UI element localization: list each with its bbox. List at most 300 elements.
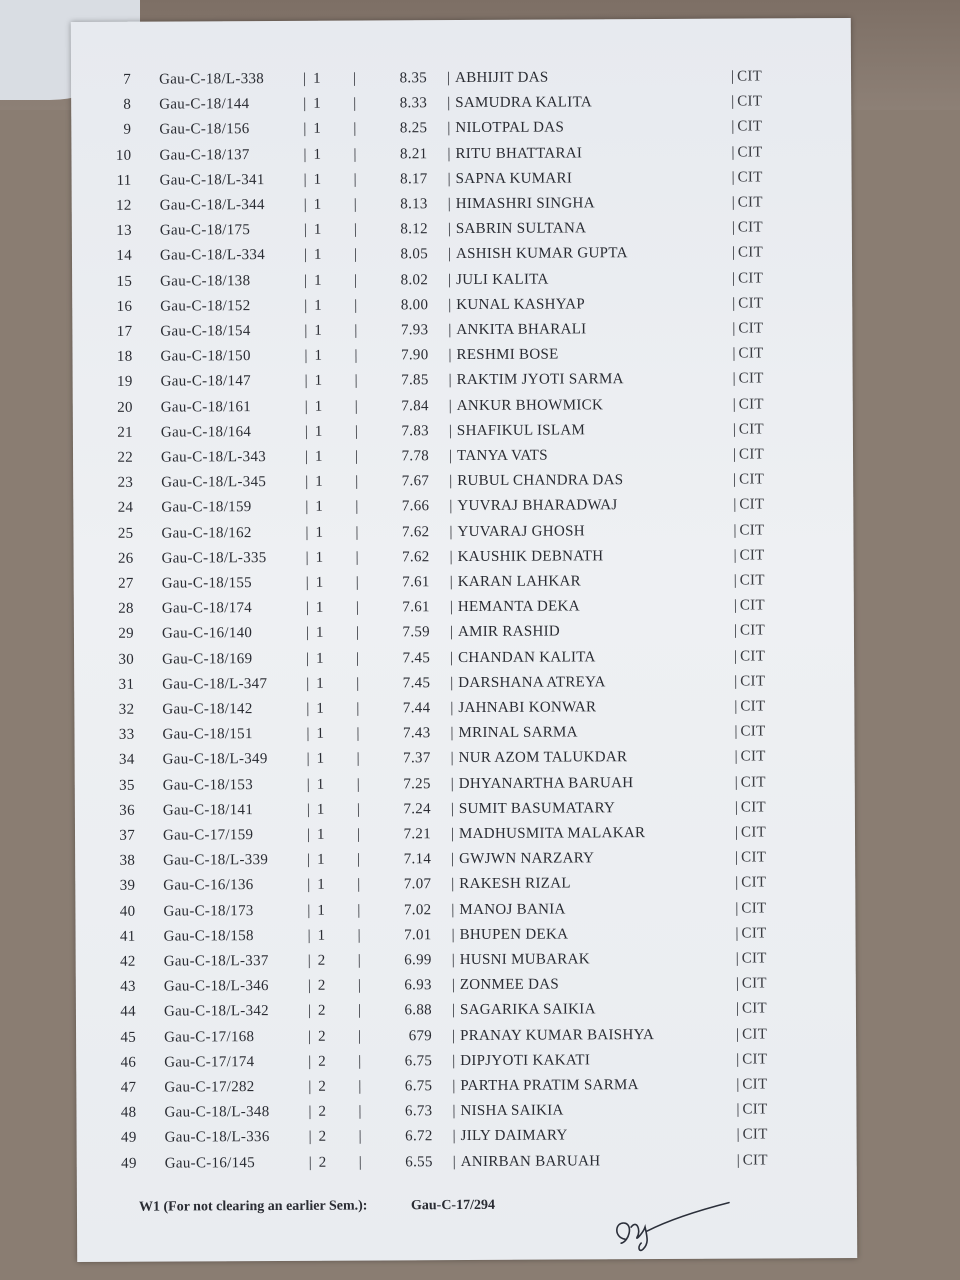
cgpa-value: 7.61	[402, 599, 430, 616]
department-code: CIT	[738, 421, 765, 438]
column-separator: |	[304, 448, 309, 465]
serial-number: 31	[118, 676, 135, 693]
student-name: ZONMEE DAS	[459, 976, 560, 994]
serial-number: 25	[117, 525, 134, 542]
column-separator: |	[735, 849, 739, 866]
registration-number: Gau-C-17/168	[164, 1028, 255, 1046]
column-separator: |	[306, 801, 311, 818]
student-name: SAGARIKA SAIKIA	[459, 1001, 596, 1019]
table-row	[72, 169, 852, 197]
department-code: CIT	[739, 496, 765, 513]
division-grade: 1	[313, 196, 322, 213]
column-separator: |	[306, 776, 311, 793]
serial-number: 44	[120, 1004, 136, 1021]
table-row	[72, 194, 852, 222]
column-separator: |	[356, 776, 361, 793]
registration-number: Gau-C-16/145	[164, 1154, 256, 1172]
column-separator: |	[451, 901, 455, 918]
table-row	[74, 673, 854, 701]
column-separator: |	[449, 498, 453, 515]
column-separator: |	[731, 144, 735, 161]
column-separator: |	[303, 96, 307, 113]
column-separator: |	[451, 851, 455, 868]
serial-number: 40	[119, 903, 136, 920]
department-code: CIT	[741, 874, 767, 891]
column-separator: |	[356, 700, 360, 717]
department-code: CIT	[738, 270, 764, 287]
registration-number: Gau-C-18/L-343	[160, 449, 267, 466]
division-grade: 1	[313, 247, 322, 264]
student-name: DARSHANA ATREYA	[458, 674, 606, 691]
student-name: DHYANARTHA BARUAH	[458, 774, 634, 792]
registration-number: Gau-C-18/164	[160, 423, 252, 441]
serial-number: 11	[116, 172, 132, 189]
column-separator: |	[451, 1002, 456, 1019]
column-separator: |	[733, 597, 738, 614]
table-row	[71, 144, 851, 172]
student-name: NILOTPAL DAS	[455, 119, 565, 137]
student-name: JAHNABI KONWAR	[458, 699, 597, 717]
column-separator: |	[452, 1103, 456, 1120]
column-separator: |	[733, 522, 737, 539]
student-name: RITU BHATTARAI	[455, 144, 583, 162]
table-row	[76, 1026, 856, 1054]
table-row	[73, 471, 853, 499]
table-row	[72, 244, 852, 272]
cgpa-value: 6.93	[404, 977, 432, 994]
column-separator: |	[357, 977, 362, 994]
column-separator: |	[733, 547, 737, 564]
column-separator: |	[450, 775, 455, 792]
student-name: SAPNA KUMARI	[455, 170, 573, 187]
student-name: SUMIT BASUMATARY	[458, 800, 616, 817]
cgpa-value: 7.62	[401, 523, 430, 540]
serial-number: 48	[120, 1104, 137, 1121]
column-separator: |	[308, 1129, 312, 1146]
student-name: RUBUL CHANDRA DAS	[457, 472, 624, 490]
cgpa-value: 7.45	[402, 649, 431, 666]
registration-number: Gau-C-18/L-337	[163, 953, 269, 970]
column-separator: |	[353, 95, 357, 112]
registration-number: Gau-C-18/158	[163, 927, 254, 945]
column-separator: |	[449, 574, 454, 591]
column-separator: |	[305, 625, 310, 642]
column-separator: |	[354, 347, 358, 364]
column-separator: |	[307, 952, 312, 969]
registration-number: Gau-C-18/159	[161, 499, 252, 516]
column-separator: |	[733, 572, 738, 589]
registration-number: Gau-C-18/169	[162, 650, 253, 668]
serial-number: 47	[120, 1079, 137, 1096]
column-separator: |	[450, 800, 455, 817]
column-separator: |	[734, 698, 738, 715]
serial-number: 22	[117, 449, 134, 466]
department-code: CIT	[742, 1126, 768, 1143]
column-separator: |	[303, 247, 308, 264]
column-separator: |	[450, 674, 454, 691]
division-grade: 1	[315, 473, 324, 490]
division-grade: 2	[318, 1053, 327, 1070]
department-code: CIT	[742, 1101, 768, 1118]
column-separator: |	[734, 824, 739, 841]
column-separator: |	[732, 320, 736, 337]
division-grade: 1	[314, 272, 322, 289]
column-separator: |	[731, 93, 735, 110]
cgpa-value: 7.90	[401, 347, 429, 364]
column-separator: |	[354, 297, 358, 314]
serial-number: 27	[118, 575, 134, 592]
department-code: CIT	[739, 572, 765, 589]
student-name: ABHIJIT DAS	[455, 69, 549, 87]
column-separator: |	[736, 1051, 740, 1068]
division-grade: 1	[314, 347, 323, 364]
column-separator: |	[357, 902, 361, 919]
department-code: CIT	[737, 194, 763, 211]
student-name: YUVRAJ BHARADWAJ	[457, 497, 618, 515]
column-separator: |	[731, 169, 735, 186]
column-separator: |	[303, 196, 308, 213]
student-name: ANIRBAN BARUAH	[460, 1152, 601, 1170]
column-separator: |	[448, 397, 453, 414]
cgpa-value: 6.99	[404, 952, 432, 969]
registration-number: Gau-C-16/136	[163, 877, 254, 894]
registration-number: Gau-C-18/156	[159, 121, 250, 138]
registration-number: Gau-C-18/152	[160, 297, 251, 315]
division-grade: 1	[316, 650, 324, 667]
serial-number: 32	[118, 701, 135, 718]
table-row	[76, 975, 856, 1003]
registration-number: Gau-C-18/L-335	[161, 549, 267, 567]
registration-number: Gau-C-18/151	[162, 726, 253, 743]
serial-number: 38	[119, 852, 136, 869]
registration-number: Gau-C-18/162	[161, 524, 252, 542]
student-name: RESHMI BOSE	[456, 346, 559, 364]
department-code: CIT	[739, 622, 766, 639]
registration-number: Gau-C-17/159	[162, 827, 254, 844]
division-grade: 1	[317, 902, 326, 919]
table-row	[72, 219, 852, 247]
column-separator: |	[303, 171, 307, 188]
division-grade: 1	[315, 499, 324, 516]
department-code: CIT	[737, 68, 763, 85]
cgpa-value: 7.02	[403, 901, 432, 918]
table-row	[75, 874, 855, 902]
column-separator: |	[448, 296, 452, 313]
column-separator: |	[734, 748, 738, 765]
department-code: CIT	[739, 471, 765, 488]
table-row	[74, 698, 854, 726]
student-name: DIPJYOTI KAKATI	[460, 1052, 591, 1069]
registration-number: Gau-C-18/L-339	[163, 852, 269, 869]
cgpa-value: 7.01	[404, 926, 432, 944]
column-separator: |	[732, 345, 736, 362]
column-separator: |	[303, 222, 308, 239]
registration-number: Gau-C-18/L-334	[159, 247, 266, 264]
student-name: HIMASHRI SINGHA	[455, 195, 595, 213]
column-separator: |	[447, 196, 452, 213]
registration-number: Gau-C-18/142	[162, 701, 253, 718]
column-separator: |	[308, 1053, 312, 1070]
division-grade: 1	[314, 322, 323, 339]
column-separator: |	[452, 1078, 456, 1095]
division-grade: 2	[318, 1103, 327, 1120]
column-separator: |	[358, 1128, 362, 1145]
student-name: RAKTIM JYOTI SARMA	[456, 371, 624, 389]
table-row	[75, 824, 855, 852]
registration-number: Gau-C-18/L-338	[159, 71, 265, 88]
division-grade: 1	[316, 801, 325, 818]
column-separator: |	[731, 68, 735, 85]
division-grade: 1	[313, 146, 322, 163]
column-separator: |	[355, 524, 359, 541]
serial-number: 14	[116, 248, 133, 265]
column-separator: |	[308, 1154, 313, 1171]
column-separator: |	[448, 448, 453, 465]
student-name: SAMUDRA KALITA	[455, 94, 592, 112]
table-row	[75, 849, 855, 877]
student-name: ANKITA BHARALI	[456, 321, 587, 339]
student-name: RAKESH RIZAL	[459, 875, 571, 893]
serial-number: 24	[117, 500, 134, 517]
cgpa-value: 7.44	[402, 700, 431, 717]
serial-number: 42	[120, 953, 136, 970]
division-grade: 2	[318, 1129, 327, 1146]
registration-number: Gau-C-18/L-347	[162, 675, 268, 693]
column-separator: |	[736, 1026, 740, 1043]
student-name: HEMANTA DEKA	[457, 598, 580, 616]
student-name: TANYA VATS	[456, 447, 548, 465]
column-separator: |	[356, 675, 360, 692]
table-row	[74, 723, 854, 751]
serial-number: 36	[119, 802, 135, 819]
table-row	[76, 925, 856, 953]
table-row	[72, 320, 852, 348]
column-separator: |	[358, 1103, 362, 1120]
column-separator: |	[731, 194, 736, 211]
column-separator: |	[304, 272, 308, 289]
registration-number: Gau-C-18/155	[161, 575, 253, 592]
cgpa-value: 7.84	[401, 397, 429, 414]
cgpa-value: 7.62	[402, 548, 430, 566]
division-grade: 1	[317, 877, 326, 894]
student-name: CHANDAN KALITA	[458, 648, 596, 666]
serial-number: 49	[121, 1155, 137, 1172]
column-separator: |	[305, 549, 309, 566]
table-row	[73, 396, 853, 424]
serial-number: 39	[119, 878, 136, 895]
column-separator: |	[449, 473, 453, 490]
cgpa-value: 6.75	[404, 1052, 433, 1070]
cgpa-value: 7.66	[401, 498, 430, 515]
column-separator: |	[733, 622, 738, 639]
column-separator: |	[734, 799, 739, 816]
registration-number: Gau-C-18/154	[160, 323, 251, 340]
table-row	[74, 648, 854, 676]
column-separator: |	[449, 624, 454, 641]
student-name: GWJWN NARZARY	[459, 850, 595, 868]
department-code: CIT	[740, 723, 766, 740]
column-separator: |	[452, 1128, 456, 1145]
registration-number: Gau-C-18/L-349	[162, 751, 268, 768]
serial-number: 8	[123, 96, 132, 113]
registration-number: Gau-C-18/141	[162, 801, 254, 819]
department-code: CIT	[741, 975, 767, 992]
cgpa-value: 8.00	[400, 296, 429, 314]
column-separator: |	[736, 1101, 740, 1118]
column-separator: |	[353, 120, 357, 137]
column-separator: |	[731, 118, 735, 135]
column-separator: |	[305, 524, 309, 541]
department-code: CIT	[737, 244, 764, 261]
department-code: CIT	[738, 396, 764, 413]
cgpa-value: 7.25	[403, 775, 431, 792]
student-name: AMIR RASHID	[457, 623, 561, 641]
student-name: KAUSHIK DEBNATH	[457, 548, 604, 565]
serial-number: 26	[117, 550, 134, 567]
cgpa-value: 8.02	[400, 271, 429, 288]
department-code: CIT	[737, 93, 763, 110]
cgpa-value: 7.93	[400, 322, 429, 339]
serial-number: 21	[117, 424, 133, 441]
division-grade: 1	[315, 574, 324, 591]
division-grade: 2	[318, 1154, 327, 1171]
student-name: JULI KALITA	[456, 271, 549, 288]
column-separator: |	[452, 1052, 456, 1069]
column-separator: |	[307, 927, 311, 944]
column-separator: |	[450, 725, 454, 742]
division-grade: 1	[316, 826, 325, 843]
student-name: MANOJ BANIA	[459, 901, 566, 918]
cgpa-value: 7.45	[402, 674, 431, 692]
registration-number: Gau-C-18/L-336	[164, 1129, 270, 1146]
column-separator: |	[304, 423, 309, 440]
table-row	[76, 1051, 856, 1079]
serial-number: 35	[119, 777, 135, 794]
column-separator: |	[447, 170, 451, 187]
table-row	[74, 622, 854, 650]
student-name: BHUPEN DEKA	[459, 926, 569, 943]
withheld-label: W1 (For not clearing an earlier Sem.):	[138, 1198, 368, 1215]
serial-number: 7	[123, 71, 132, 88]
serial-number: 29	[118, 626, 135, 643]
cgpa-value: 6.72	[405, 1128, 433, 1145]
column-separator: |	[353, 196, 358, 213]
column-separator: |	[448, 322, 452, 339]
department-code: CIT	[740, 774, 766, 791]
department-code: CIT	[741, 950, 767, 967]
column-separator: |	[306, 700, 310, 717]
column-separator: |	[451, 977, 456, 994]
column-separator: |	[733, 496, 737, 513]
cgpa-value: 7.83	[401, 422, 429, 440]
column-separator: |	[447, 145, 451, 162]
column-separator: |	[305, 499, 309, 516]
column-separator: |	[358, 1154, 363, 1171]
division-grade: 1	[315, 549, 324, 566]
column-separator: |	[731, 219, 736, 236]
serial-number: 16	[116, 298, 133, 315]
division-grade: 1	[316, 700, 325, 717]
column-separator: |	[305, 599, 310, 617]
table-row	[74, 572, 854, 600]
table-row	[77, 1126, 857, 1154]
column-separator: |	[448, 372, 452, 389]
table-row	[73, 370, 853, 398]
department-code: CIT	[742, 1051, 768, 1068]
division-grade: 2	[318, 1028, 326, 1045]
column-separator: |	[303, 70, 307, 87]
division-grade: 2	[317, 977, 326, 994]
department-code: CIT	[738, 320, 764, 337]
column-separator: |	[307, 851, 311, 869]
division-grade: 2	[317, 952, 326, 969]
cgpa-value: 7.24	[403, 800, 431, 818]
column-separator: |	[452, 1153, 457, 1170]
column-separator: |	[357, 876, 361, 893]
serial-number: 10	[115, 147, 132, 164]
column-separator: |	[451, 952, 456, 969]
cgpa-value: 8.17	[400, 170, 428, 188]
column-separator: |	[356, 650, 360, 667]
student-name: PRANAY KUMAR BAISHYA	[460, 1026, 655, 1044]
cgpa-value: 6.75	[404, 1078, 433, 1095]
division-grade: 2	[317, 1003, 326, 1020]
department-code: CIT	[740, 698, 766, 715]
serial-number: 41	[119, 928, 136, 945]
column-separator: |	[354, 423, 359, 440]
column-separator: |	[732, 370, 736, 387]
cgpa-value: 8.35	[399, 70, 428, 87]
registration-number: Gau-C-18/144	[159, 96, 250, 113]
division-grade: 1	[314, 373, 323, 390]
registration-number: Gau-C-18/150	[160, 348, 251, 365]
department-code: CIT	[739, 547, 765, 564]
serial-number: 30	[118, 651, 135, 668]
cgpa-value: 7.61	[402, 574, 430, 591]
table-row	[72, 295, 852, 323]
cgpa-value: 8.12	[400, 221, 428, 238]
student-name: KUNAL KASHYAP	[456, 296, 586, 313]
department-code: CIT	[738, 345, 764, 362]
column-separator: |	[449, 599, 454, 616]
column-separator: |	[736, 1076, 740, 1093]
column-separator: |	[450, 700, 454, 717]
column-separator: |	[732, 270, 736, 287]
column-separator: |	[355, 473, 359, 490]
column-separator: |	[305, 574, 310, 591]
division-grade: 1	[316, 751, 325, 768]
cgpa-value: 6.88	[404, 1002, 432, 1019]
registration-number: Gau-C-18/L-342	[163, 1003, 269, 1020]
serial-number: 9	[123, 122, 132, 139]
division-grade: 1	[316, 776, 325, 793]
signature-mark	[607, 1197, 737, 1258]
serial-number: 37	[119, 827, 136, 844]
registration-number: Gau-C-18/138	[160, 272, 251, 290]
student-name: ANKUR BHOWMICK	[456, 396, 604, 414]
table-row	[76, 1076, 856, 1104]
column-separator: |	[304, 373, 308, 390]
column-separator: |	[354, 322, 358, 339]
division-grade: 1	[313, 95, 322, 112]
column-separator: |	[355, 624, 360, 641]
serial-number: 13	[116, 222, 132, 240]
division-grade: 1	[313, 70, 321, 87]
serial-number: 33	[118, 726, 135, 743]
column-separator: |	[354, 448, 359, 465]
table-row	[72, 345, 852, 373]
column-separator: |	[731, 244, 736, 261]
